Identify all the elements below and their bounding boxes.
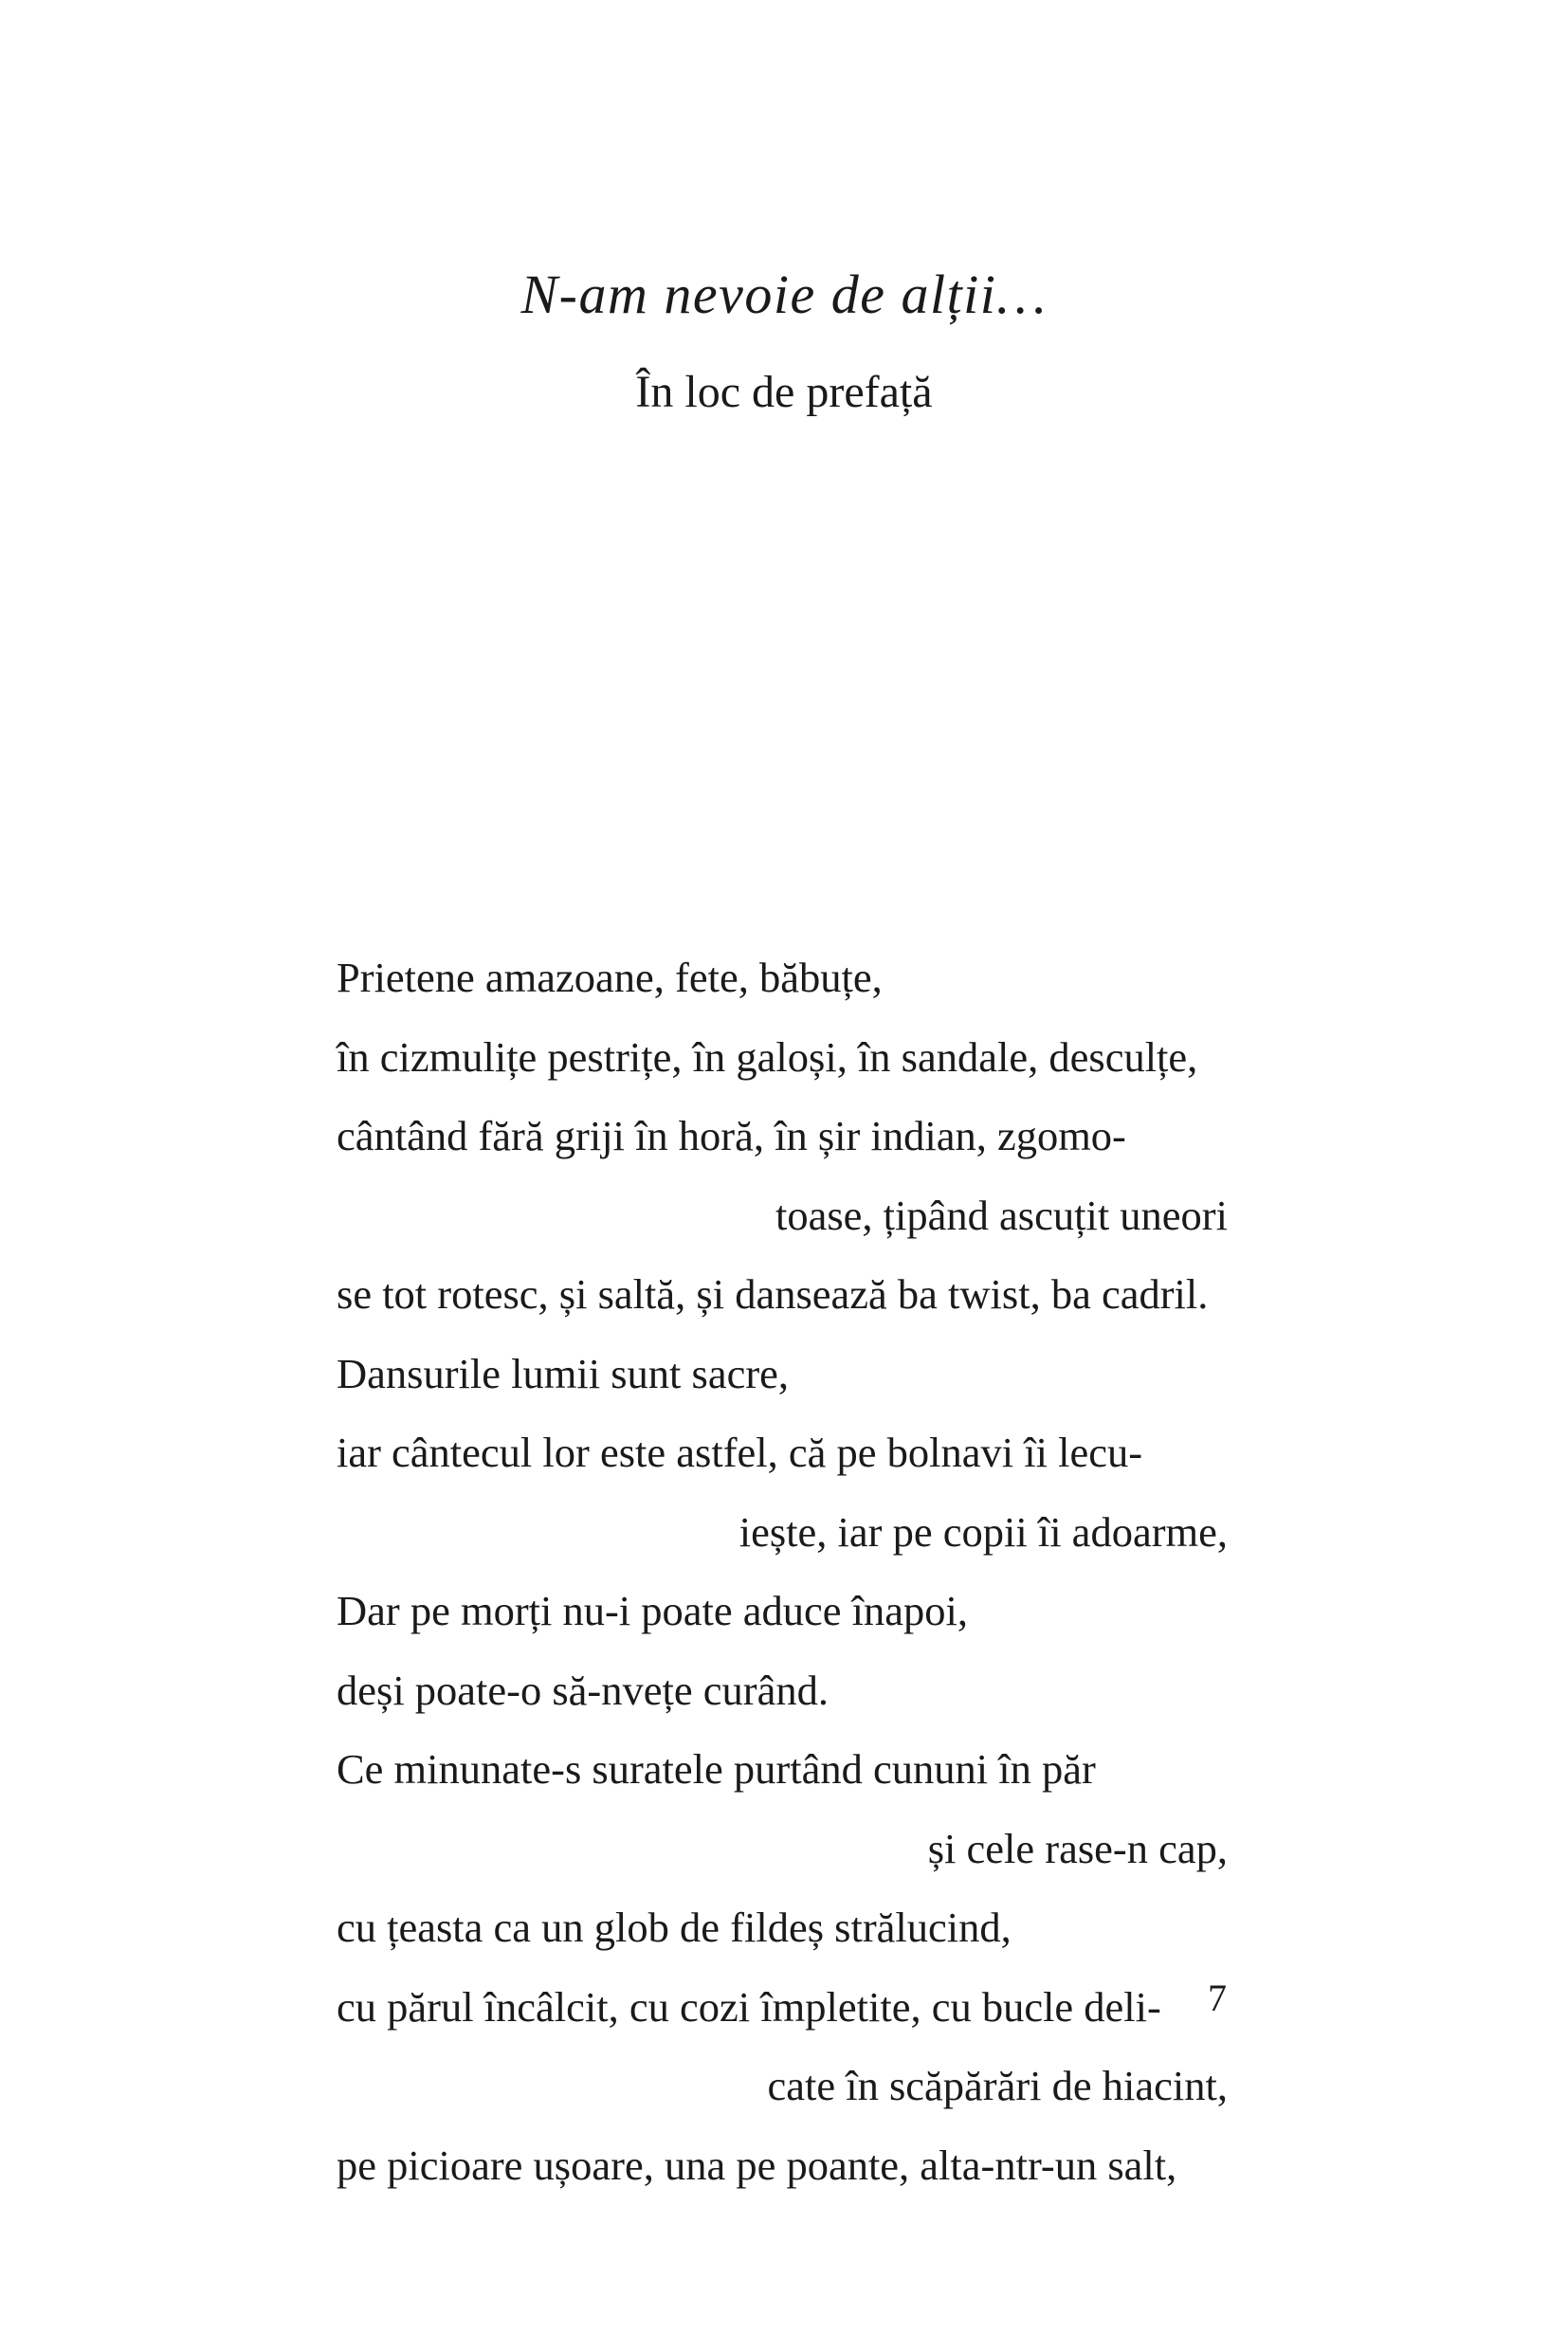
poem-line-continuation: toase, țipând ascuțit uneori bbox=[775, 1191, 1228, 1239]
poem-line: Prietene amazoane, fete, băbuțe, bbox=[337, 954, 883, 1001]
poem-subtitle: În loc de prefață bbox=[635, 367, 933, 417]
poem-line: deși poate-o să-nvețe curând. bbox=[337, 1666, 829, 1714]
poem-line: se tot rotesc, și saltă, și dansează ba twist, ba cadril. bbox=[337, 1270, 1209, 1318]
poem-line: cântând fără griji în horă, în șir indian, zgomo- bbox=[337, 1112, 1126, 1159]
poem-line: în cizmulițe pestrițe, în galoși, în sandale, desculțe, bbox=[337, 1032, 1198, 1081]
poem-line: iar cântecul lor este astfel, că pe bolnavi îi lecu- bbox=[337, 1429, 1143, 1476]
poem-title: N-am nevoie de alții… bbox=[520, 264, 1048, 325]
poem-line-continuation: iește, iar pe copii îi adoarme, bbox=[738, 1507, 1228, 1556]
poem-line: Ce minunate-s suratele purtând cununi în păr bbox=[337, 1745, 1096, 1793]
poem-line: Dansurile lumii sunt sacre, bbox=[337, 1349, 790, 1397]
page-number: 7 bbox=[1208, 1977, 1227, 2019]
poem-body bbox=[337, 939, 1228, 2205]
poem-line: cu țeasta ca un glob de fildeș strălucind, bbox=[337, 1904, 1012, 1951]
poem-line: pe picioare ușoare, una pe poante, alta-ntr-un salt, bbox=[337, 2141, 1177, 2189]
poem-line-continuation: cate în scăpărări de hiacint, bbox=[767, 2062, 1228, 2109]
poem-line: Dar pe morți nu-i poate aduce înapoi, bbox=[337, 1587, 969, 1634]
poem-line: cu părul încâlcit, cu cozi împletite, cu bucle deli- bbox=[337, 1982, 1161, 2031]
poem-line-continuation: și cele rase-n cap, bbox=[927, 1824, 1228, 1872]
